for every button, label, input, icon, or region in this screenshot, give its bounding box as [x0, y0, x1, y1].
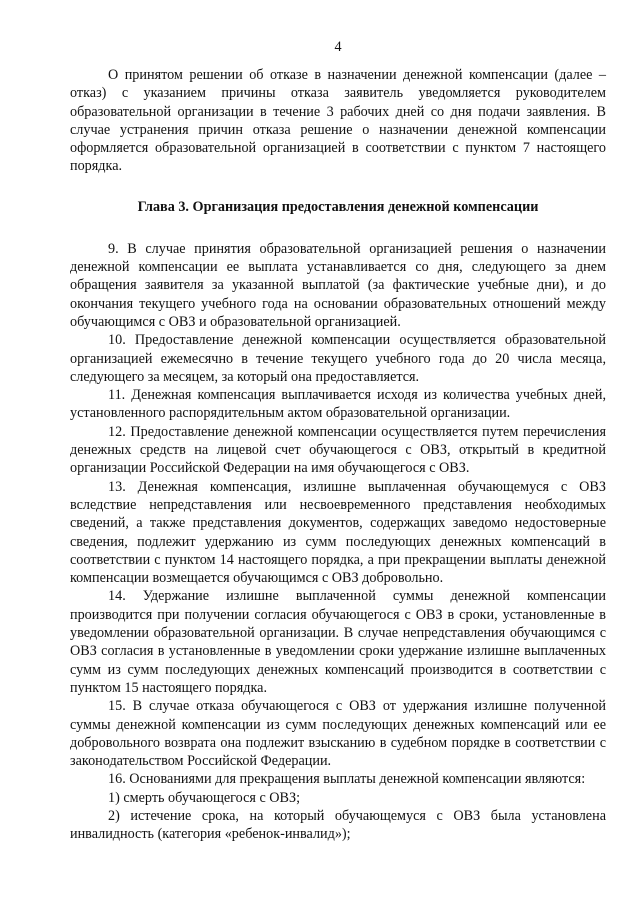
paragraph-11: 11. Денежная компенсация выплачивается исходя из количества учебных дней, установленного распорядительным актом образовательной организации. [70, 387, 606, 422]
paragraph-14: 14. Удержание излишне выплаченной суммы денежной компенсации производится при получении согласия обучающегося с ОВЗ в сроки, установленные в уведомлении образовательной организации. В случае непредставления обучающимся с ОВЗ согласия в установленные в уведомлении сроки удержание излишне выплаченных сумм из сумм последующих денежных компенсаций производится в соответствии с пунктом 15 настоящего порядка. [70, 588, 606, 696]
page-number: 4 [334, 39, 342, 55]
paragraph-9: 9. В случае принятия образовательной организацией решения о назначении денежной компенсации ее выплата устанавливается со дня, следующего за днем обращения заявителя за указанной выплатой (за фактические учебные дни), и до окончания текущего учебного года на основании образовательных отношений между обучающимся с ОВЗ и образовательной организацией. [70, 240, 606, 330]
paragraph-16: 16. Основаниями для прекращения выплаты денежной компенсации являются: [108, 771, 586, 788]
document-page [70, 38, 606, 844]
paragraph-13: 13. Денежная компенсация, излишне выплаченная обучающемуся с ОВЗ вследствие непредставления или несвоевременного представления необходимых сведений, а также представления документов, содержащих заведомо недостоверные сведения, подлежит удержанию из сумм последующих денежных компенсаций в соответствии с пунктом 14 настоящего порядка, а при прекращении выплаты денежной компенсации возмещается обучающимся с ОВЗ добровольно. [70, 478, 606, 587]
paragraph-10: 10. Предоставление денежной компенсации осуществляется образовательной организацией ежемесячно в течение текущего учебного года до 20 числа месяца, следующего за месяцем, за который она предоставляется. [70, 332, 606, 385]
list-item-1: 1) смерть обучающегося с ОВЗ; [108, 789, 301, 806]
chapter-heading: Глава 3. Организация предоставления денежной компенсации [137, 198, 539, 215]
paragraph-15: 15. В случае отказа обучающегося с ОВЗ от удержания излишне полученной суммы денежной компенсации из сумм последующих денежных компенсаций или ее добровольного возврата она подлежит взысканию в судебном порядке в соответствии с законодательством Российской Федерации. [70, 698, 606, 770]
list-item-2: 2) истечение срока, на который обучающемуся с ОВЗ была установлена инвалидность (категория «ребенок-инвалид»); [70, 807, 606, 843]
paragraph-12: 12. Предоставление денежной компенсации осуществляется путем перечисления денежных средств на лицевой счет обучающегося с ОВЗ, открытый в кредитной организации Российской Федерации на имя обучающегося с ОВЗ. [70, 423, 606, 477]
paragraph-refusal-notice: О принятом решении об отказе в назначении денежной компенсации (далее – отказ) с указанием причины отказа заявитель уведомляется руководителем образовательной организации в течение 3 рабочих дней со дня подачи заявления. В случае устранения причин отказа решение о назначении денежной компенсации оформляется образовательной организацией в соответствии с пунктом 7 настоящего порядка. [70, 67, 606, 175]
